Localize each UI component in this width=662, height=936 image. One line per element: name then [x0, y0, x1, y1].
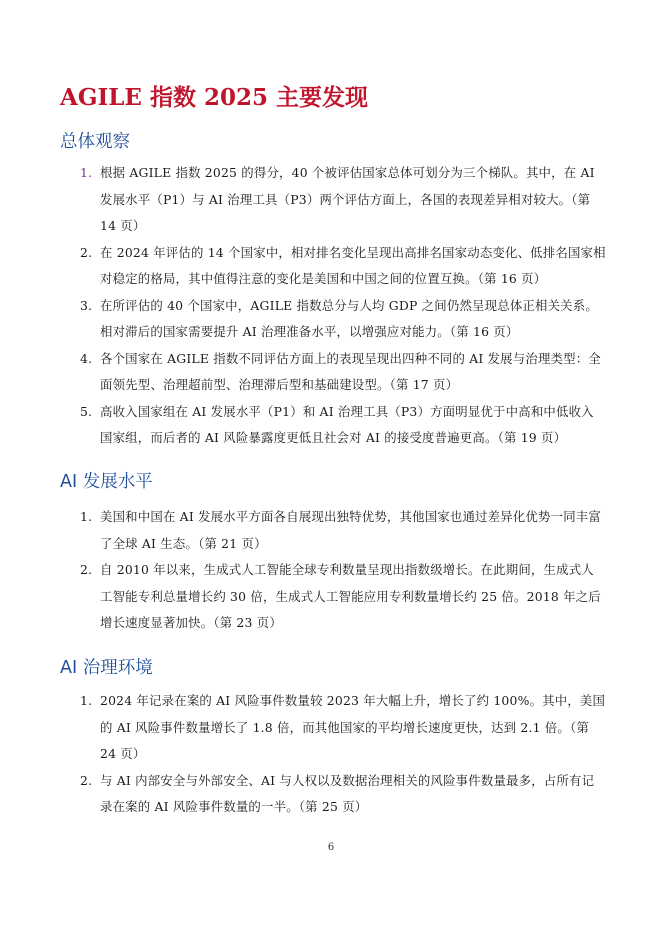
item-number: 1. — [80, 693, 93, 708]
section-heading-ai-governance: AI 治理环境 — [60, 658, 153, 678]
list-item — [76, 240, 606, 293]
list-item — [76, 399, 606, 452]
item-text: 在所评估的 40 个国家中，AGILE 指数总分与人均 GDP 之间仍然呈现总体正相关关系。相对滞后的国家需要提升 AI 治理准备水平，以增强应对能力。（第 16 页） — [100, 297, 598, 339]
item-number: 2. — [80, 562, 93, 577]
item-text: 根据 AGILE 指数 2025 的得分，40 个被评估国家总体可划分为三个梯队。其中，在 AI 发展水平（P1）与 AI 治理工具（P3）两个评估方面上，各国的表现差异相对较大。（第 14 页） — [100, 165, 595, 233]
page-title: AGILE 指数 2025 主要发现 — [60, 84, 368, 111]
list-item — [76, 346, 606, 399]
item-text: 2024 年记录在案的 AI 风险事件数量较 2023 年大幅上升，增长了约 100%。其中，美国的 AI 风险事件数量增长了 1.8 倍，而其他国家的平均增长速度更快，达到 2.1 倍。（第 24 页） — [100, 693, 606, 761]
item-number: 1. — [80, 165, 93, 180]
item-text: 与 AI 内部安全与外部安全、AI 与人权以及数据治理相关的风险事件数量最多，占所有记录在案的 AI 风险事件数量的一半。（第 25 页） — [100, 772, 595, 814]
item-number: 1. — [80, 509, 93, 524]
list-item — [76, 557, 606, 637]
item-number: 2. — [80, 772, 93, 788]
item-text: 在 2024 年评估的 14 个国家中，相对排名变化呈现出高排名国家动态变化、低排名国家相对稳定的格局，其中值得注意的变化是美国和中国之间的位置互换。（第 16 页） — [100, 244, 606, 286]
page-number: 6 — [327, 842, 335, 853]
ai-governance-list — [76, 688, 606, 821]
list-item — [76, 504, 606, 557]
item-number: 2. — [80, 244, 93, 260]
section-heading-ai-development: AI 发展水平 — [60, 472, 153, 492]
overview-list — [76, 160, 606, 452]
list-item — [76, 160, 606, 240]
list-item — [76, 293, 606, 346]
item-text: 美国和中国在 AI 发展水平方面各自展现出独特优势，其他国家也通过差异化优势一同丰富了全球 AI 生态。（第 21 页） — [100, 509, 601, 551]
item-number: 3. — [80, 297, 93, 313]
item-text: 各个国家在 AGILE 指数不同评估方面上的表现呈现出四种不同的 AI 发展与治理类型：全面领先型、治理超前型、治理滞后型和基础建设型。（第 17 页） — [100, 350, 601, 392]
list-item — [76, 768, 606, 821]
ai-development-list — [76, 504, 606, 637]
list-item — [76, 688, 606, 768]
item-number: 5. — [80, 403, 93, 419]
section-heading-overview: 总体观察 — [60, 132, 130, 152]
item-text: 自 2010 年以来，生成式人工智能全球专利数量呈现出指数级增长。在此期间，生成式人工智能专利总量增长约 30 倍，生成式人工智能应用专利数量增长约 25 倍。2018 年之后增长速度显著加快。（第 23 页） — [100, 562, 601, 630]
item-text: 高收入国家组在 AI 发展水平（P1）和 AI 治理工具（P3）方面明显优于中高和中低收入国家组，而后者的 AI 风险暴露度更低且社会对 AI 的接受度普遍更高。（第 19 页） — [100, 403, 594, 445]
item-number: 4. — [80, 350, 93, 366]
